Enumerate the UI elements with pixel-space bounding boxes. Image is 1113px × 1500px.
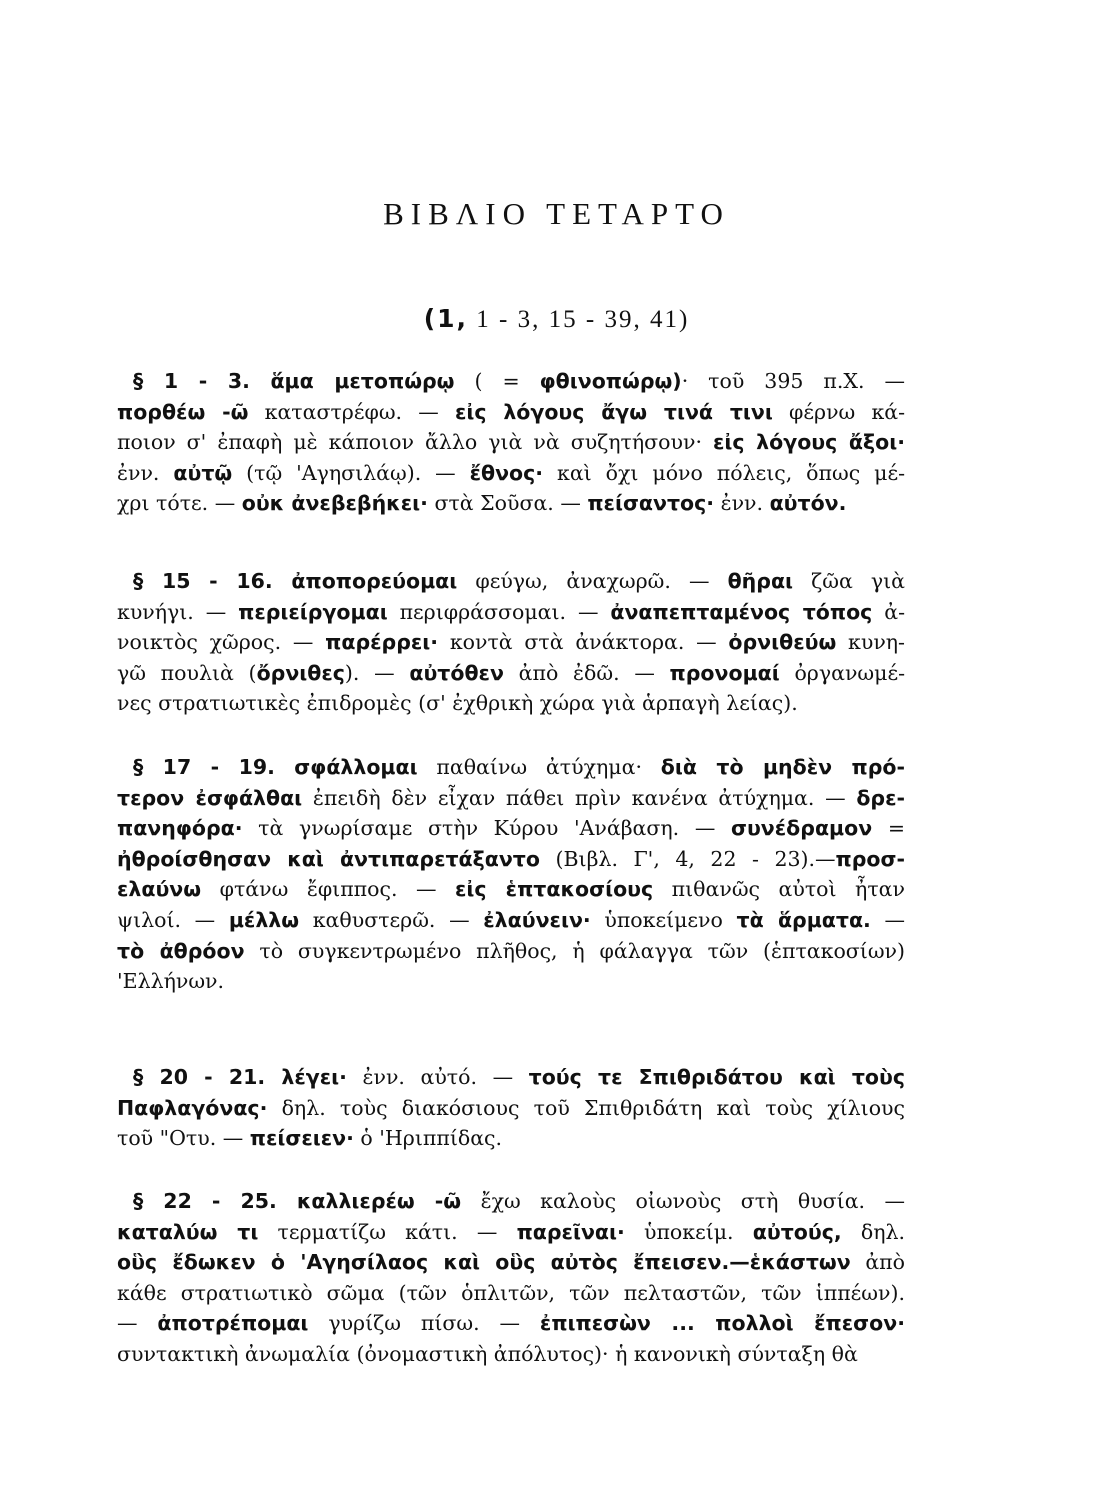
- bold-term: ἀποτρέπομαι: [157, 1311, 309, 1336]
- gloss-text: —: [870, 907, 905, 932]
- bold-term: ἐπιπεσὼν ... πολλοὶ ἔπεσον·: [539, 1311, 905, 1336]
- bold-term: προνομαί: [669, 660, 780, 685]
- text-line: [117, 566, 905, 597]
- gloss-text: φεύγω, ἀναχωρῶ. —: [457, 569, 728, 593]
- gloss-text: ὑποκείμ.: [624, 1219, 753, 1244]
- bold-term: εἰς λόγους ἄξοι·: [712, 430, 905, 455]
- gloss-text: ). —: [344, 660, 410, 685]
- gloss-text: ὑποκείμενο: [590, 907, 737, 932]
- gloss-text: τοῦ "Οτυ. —: [117, 1126, 250, 1151]
- bold-term: οὓς ἔδωκεν ὁ 'Αγησίλαος καὶ οὓς αὐτὸς ἔπεισεν.—ἑκάστων: [117, 1250, 851, 1275]
- text-line: [117, 1123, 905, 1154]
- bold-term: πείσειεν·: [249, 1126, 354, 1151]
- section-15-16: [117, 566, 905, 719]
- bold-term: αὐτούς,: [752, 1219, 842, 1244]
- section-22-25: [117, 1186, 905, 1370]
- gloss-text: περιφράσσομαι. —: [387, 599, 611, 624]
- text-line: [117, 658, 905, 689]
- bold-term: οὐκ ἀνεβεβήκει·: [241, 491, 428, 516]
- gloss-text: ἔχω καλοὺς οἰωνοὺς στὴ θυσία. —: [461, 1189, 905, 1213]
- gloss-text: συντακτικὴ ἀνωμαλία (ὀνομαστικὴ ἀπόλυτος)· ἡ κανονικὴ σύνταξη θὰ: [117, 1341, 858, 1366]
- section-20-21: [117, 1062, 905, 1154]
- gloss-text: ὁ 'Ηριππίδας.: [353, 1126, 503, 1151]
- section-1-3: [117, 366, 905, 519]
- gloss-text: κοντὰ στὰ ἀνάκτορα. —: [438, 630, 729, 655]
- text-line: [117, 936, 905, 967]
- bold-term: ἐλαύνειν·: [483, 907, 591, 932]
- text-line: [117, 1062, 905, 1093]
- gloss-text: πιθανῶς αὐτοὶ ἦταν: [653, 877, 905, 902]
- bold-term: αὐτόθεν: [409, 660, 504, 685]
- gloss-text: δηλ. τοὺς διακόσιους τοῦ Σπιθριδάτη καὶ τοὺς χίλιους: [267, 1095, 905, 1120]
- bold-term: § 17 - 19. σφάλλομαι: [133, 755, 418, 779]
- text-line: [117, 427, 905, 458]
- gloss-text: κυνήγι. —: [117, 599, 239, 624]
- bold-term: διὰ τὸ μηδὲν πρό-: [660, 755, 906, 779]
- gloss-text: φέρνω κά-: [772, 399, 906, 424]
- text-line: [117, 1339, 905, 1370]
- page-title: ΒΙΒΛΙΟ ΤΕΤΑΡΤΟ: [383, 196, 730, 231]
- gloss-text: ποιον σ' ἐπαφὴ μὲ κάποιον ἄλλο γιὰ νὰ συζητήσουν·: [117, 430, 713, 455]
- gloss-text: —: [117, 1311, 158, 1336]
- gloss-text: παθαίνω ἀτύχημα·: [417, 755, 661, 779]
- bold-term: φθινοπώρῳ): [539, 369, 682, 393]
- bold-term: πανηφόρα·: [117, 816, 243, 841]
- gloss-text: κάθε στρατιωτικὸ σῶμα (τῶν ὁπλιτῶν, τῶν πελταστῶν, τῶν ἱππέων).: [117, 1280, 905, 1305]
- bold-term: καταλύω τι: [117, 1219, 259, 1244]
- text-line: [117, 966, 905, 997]
- gloss-text: ἐνν. αὐτό. —: [346, 1065, 529, 1089]
- gloss-text: 'Ελλήνων.: [117, 969, 225, 994]
- gloss-text: (τῷ 'Αγησιλάῳ). —: [232, 460, 470, 485]
- gloss-text: ζῶα γιὰ: [793, 569, 905, 593]
- gloss-text: νοικτὸς χῶρος. —: [117, 630, 326, 655]
- text-line: [117, 905, 905, 936]
- bold-term: § 1 - 3. ἅμα μετοπώρῳ: [133, 369, 455, 393]
- gloss-text: ἐνν.: [714, 491, 770, 516]
- chapter-range: [0, 304, 1113, 334]
- text-line: [117, 783, 905, 814]
- gloss-text: κυνη-: [836, 630, 905, 655]
- bold-term: τερον ἐσφάλθαι: [117, 785, 303, 810]
- text-line: [117, 627, 905, 658]
- gloss-text: νες στρατιωτικὲς ἐπιδρομὲς (σ' ἐχθρικὴ χώρα γιὰ ἁρπαγὴ λείας).: [117, 691, 798, 716]
- text-line: [117, 874, 905, 905]
- gloss-text: · τοῦ 395 π.Χ. —: [681, 369, 905, 393]
- bold-term: συνέδραμον: [731, 816, 873, 841]
- bold-term: παρέρρει·: [325, 630, 439, 655]
- gloss-text: ( =: [454, 369, 540, 393]
- bold-term: εἰς λόγους ἄγω τινά τινι: [454, 399, 773, 424]
- chapter-range-bold: (1,: [423, 304, 469, 333]
- gloss-text: καταστρέφω. —: [248, 399, 455, 424]
- bold-term: ὀρνιθεύω: [728, 630, 837, 655]
- text-line: [117, 1247, 905, 1278]
- gloss-text: ἐπειδὴ δὲν εἶχαν πάθει πρὶν κανένα ἀτύχημα. —: [302, 785, 857, 810]
- text-line: [117, 597, 905, 628]
- text-line: [117, 1217, 905, 1248]
- text-line: [117, 366, 905, 397]
- gloss-text: ἀ-: [872, 599, 905, 624]
- gloss-text: στὰ Σοῦσα. —: [427, 491, 588, 516]
- bold-term: § 15 - 16. ἀποπορεύομαι: [133, 569, 458, 593]
- gloss-text: χρι τότε. —: [117, 491, 242, 516]
- text-line: [117, 1093, 905, 1124]
- text-line: [117, 488, 905, 519]
- gloss-text: φτάνω ἔφιππος. —: [201, 877, 455, 902]
- gloss-text: γυρίζω πίσω. —: [308, 1311, 540, 1336]
- bold-term: § 20 - 21. λέγει·: [133, 1065, 347, 1089]
- bold-term: παρεῖναι·: [516, 1219, 625, 1244]
- gloss-text: καὶ ὄχι μόνο πόλεις, ὅπως μέ-: [543, 460, 905, 485]
- bold-term: ἠθροίσθησαν καὶ ἀντιπαρετάξαντο: [117, 846, 540, 871]
- text-line: [117, 688, 905, 719]
- bold-term: προσ-: [835, 846, 905, 871]
- gloss-text: καθυστερῶ. —: [299, 907, 484, 932]
- bold-term: πείσαντος·: [587, 491, 715, 516]
- bold-term: θῆραι: [727, 569, 794, 593]
- bold-term: δρε-: [856, 785, 906, 810]
- bold-term: Παφλαγόνας·: [117, 1095, 268, 1120]
- gloss-text: τερματίζω κάτι. —: [258, 1219, 517, 1244]
- gloss-text: ὀργανωμέ-: [779, 660, 905, 685]
- text-line: [117, 844, 905, 875]
- bold-term: αὐτῷ: [173, 460, 233, 485]
- bold-term: § 22 - 25. καλλιερέω -ῶ: [133, 1189, 462, 1213]
- gloss-text: γῶ πουλιὰ (: [117, 660, 257, 685]
- gloss-text: ἀπὸ ἐδῶ. —: [503, 660, 670, 685]
- gloss-text: τὰ γνωρίσαμε στὴν Κύρου 'Ανάβαση. —: [242, 816, 731, 841]
- text-line: [117, 458, 905, 489]
- gloss-text: ἀπὸ: [850, 1250, 905, 1275]
- gloss-text: δηλ.: [841, 1219, 905, 1244]
- bold-term: πορθέω -ῶ: [117, 399, 249, 424]
- text-line: [117, 397, 905, 428]
- bold-term: τὰ ἅρματα.: [736, 907, 871, 932]
- gloss-text: τὸ συγκεντρωμένο πλῆθος, ἡ φάλαγγα τῶν (ἑπτακοσίων): [244, 938, 906, 963]
- text-line: [117, 1308, 905, 1339]
- bold-term: τούς τε Σπιθριδάτου καὶ τοὺς: [528, 1065, 905, 1089]
- bold-term: ἔθνος·: [469, 460, 544, 485]
- gloss-text: ψιλοί. —: [117, 907, 229, 932]
- bold-term: ελαύνω: [117, 877, 202, 902]
- bold-term: εἰς ἑπτακοσίους: [455, 877, 654, 902]
- text-line: [117, 1278, 905, 1309]
- text-line: [117, 1186, 905, 1217]
- bold-term: περιείργομαι: [238, 599, 388, 624]
- text-line: [117, 752, 905, 783]
- chapter-range-rest: 1 - 3, 15 - 39, 41): [476, 306, 690, 333]
- bold-term: ὄρνιθες: [256, 660, 345, 685]
- bold-term: τὸ ἀθρόον: [117, 938, 245, 963]
- section-17-19: [117, 752, 905, 997]
- text-line: [117, 813, 905, 844]
- gloss-text: ἐνν.: [117, 460, 174, 485]
- bold-term: ἀναπεπταμένος τόπος: [610, 599, 873, 624]
- gloss-text: (Βιβλ. Γ', 4, 22 - 23).—: [539, 846, 836, 871]
- bold-term: μέλλω: [228, 907, 300, 932]
- gloss-text: =: [872, 816, 905, 841]
- bold-term: αὐτόν.: [769, 491, 847, 516]
